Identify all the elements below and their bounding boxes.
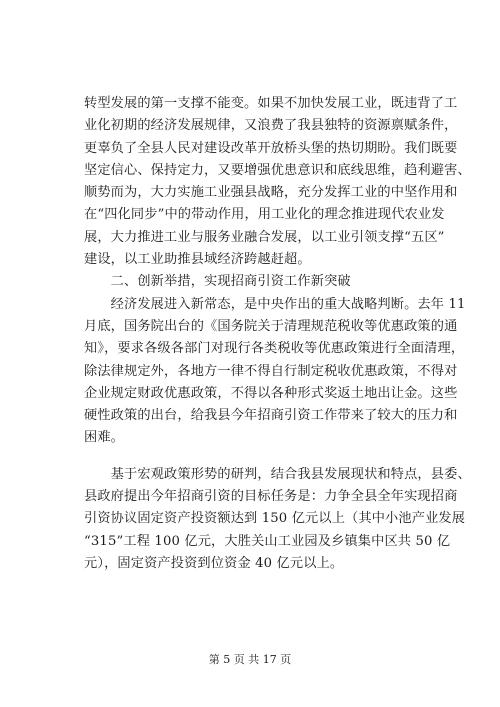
text-line: 顺势而为，大力实施工业强县战略，充分发挥工业的中坚作用和 [84,185,458,201]
text-line: 引资协议固定资产投资额达到 150 亿元以上（其中小池产业发展 [84,511,466,527]
text-line: 业化初期的经济发展规律，又浪费了我县独特的资源禀赋条件， [84,118,458,134]
text-line: 困难。 [84,430,125,446]
text-line: 坚定信心、保持定力，又要增强优患意识和底线思维，趋利避害、 [84,162,471,178]
text-line: 除法律规定外，各地方一律不得自行制定税收优惠政策，不得对 [84,363,458,379]
text-line: 更辜负了全县人民对建设改革开放桥头堡的热切期盼。我们既要 [84,140,458,156]
text-line: 展，大力推进工业与服务业融合发展，以工业引领支撑“五区” [84,229,445,245]
document-body [84,93,471,575]
text-line: 建设，以工业助推县域经济跨越赶超。 [84,252,311,268]
text-line: 知》，要求各级各部门对现行各类税收等优惠政策进行全面清理， [84,341,465,357]
paragraph-gap [84,450,420,464]
page-number-footer: 第 5 页 共 17 页 [208,653,292,666]
text-line: 转型发展的第一支撑不能变。如果不加快发展工业，既违背了工 [84,96,458,111]
text-line: 经济发展进入新常态，是中央作出的重大战略判断。去年 11 [84,296,466,312]
text-line: 月底，国务院出台的《国务院关于清理规范税收等优惠政策的通 [84,318,458,334]
text-line: 企业规定财政优惠政策，不得以各种形式奖返土地出让金。这些 [84,385,458,401]
section-heading: 二、创新举措，实现招商引资工作新突破 [84,274,351,290]
text-line: 元），固定资产投资到位资金 40 亿元以上。 [84,555,344,571]
text-line: 基于宏观政策形势的研判，结合我县发展现状和特点，县委、 [84,466,471,482]
text-line: 在“四化同步”中的带动作用，用工业化的理念推进现代农业发 [84,207,445,223]
text-line: “315”工程 100 亿元，大胜关山工业园及乡镇集中区共 50 亿 [84,533,451,549]
text-line: 硬性政策的出台，给我县今年招商引资工作带来了较大的压力和 [84,408,458,424]
text-line: 县政府提出今年招商引资的目标任务是：力争全县全年实现招商 [84,489,458,505]
